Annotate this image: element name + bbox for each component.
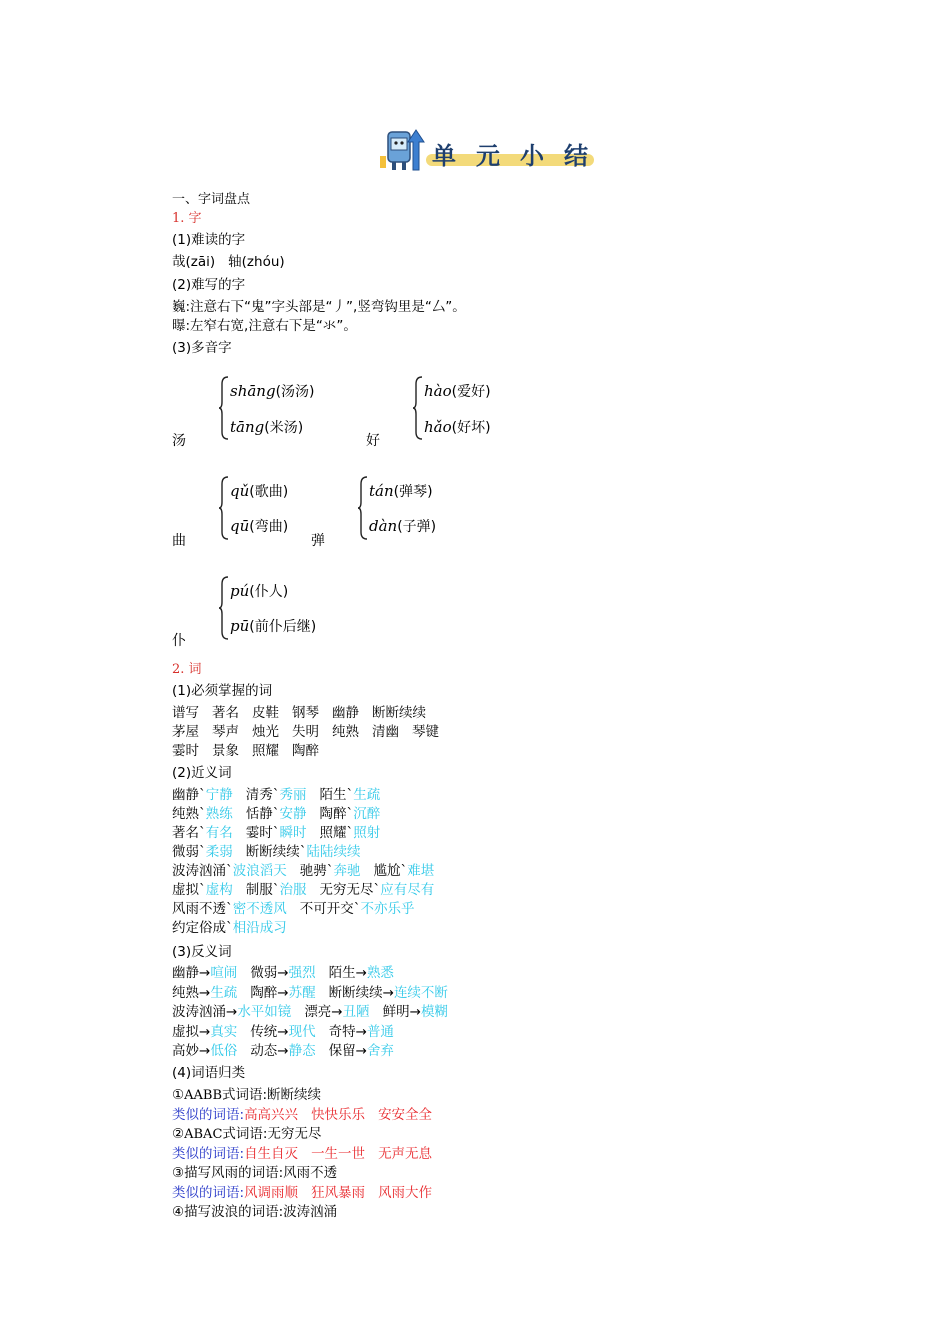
hard-read-heading: (1)难读的字 bbox=[172, 232, 246, 248]
robot-arrow-icon bbox=[378, 126, 428, 174]
word-base: 霎时` bbox=[245, 825, 280, 841]
word-heading: 2. 词 bbox=[172, 662, 202, 677]
must-word: 谱写 bbox=[172, 705, 199, 721]
polyphone-reading: pú(仆人) bbox=[230, 582, 289, 600]
category-text: 式词语:无穷无尽 bbox=[222, 1126, 322, 1142]
synonym-row bbox=[172, 786, 380, 805]
must-word-row bbox=[172, 704, 426, 723]
category-label bbox=[172, 1125, 321, 1144]
hard-read-item: 轴(zhóu) bbox=[228, 254, 285, 270]
word-answer: 难堪 bbox=[407, 863, 435, 879]
category-label bbox=[172, 1086, 321, 1105]
must-word: 皮鞋 bbox=[252, 705, 279, 721]
brace-icon bbox=[219, 576, 229, 640]
word-base: 尴尬` bbox=[373, 863, 408, 879]
word-answer: 苏醒 bbox=[288, 984, 316, 1001]
word-answer: 现代 bbox=[288, 1023, 316, 1040]
unit-summary-title bbox=[426, 134, 596, 168]
word-answer: 陆陆续续 bbox=[306, 844, 361, 860]
word-base: 陌生` bbox=[319, 787, 354, 803]
polyphone-reading: qǔ(歌曲) bbox=[230, 482, 289, 500]
antonym-row bbox=[172, 1023, 394, 1042]
must-word: 著名 bbox=[212, 705, 239, 721]
polyphone-reading: tāng(米汤) bbox=[230, 418, 304, 436]
word-base: 虚拟` bbox=[172, 882, 206, 898]
must-word: 清幽 bbox=[372, 724, 399, 740]
similar-word: 风调雨顺 bbox=[244, 1184, 299, 1201]
word-answer: 应有尽有 bbox=[380, 882, 435, 898]
polyphone-char: 弹 bbox=[311, 533, 325, 549]
title-char: 小 bbox=[520, 141, 544, 170]
word-answer: 生疏 bbox=[210, 984, 238, 1001]
word-base: 幽静` bbox=[172, 787, 206, 803]
polyphone-char: 汤 bbox=[172, 433, 186, 449]
similar-words-row bbox=[172, 1184, 432, 1203]
word-base: 奇特→ bbox=[328, 1023, 367, 1040]
title-char: 结 bbox=[564, 141, 588, 170]
word-base: 断断续续→ bbox=[328, 984, 394, 1001]
word-base: 动态→ bbox=[250, 1043, 289, 1059]
word-answer: 模糊 bbox=[420, 1004, 448, 1020]
word-base: 驰骋` bbox=[299, 863, 334, 879]
hard-write-heading: (2)难写的字 bbox=[172, 277, 246, 293]
title-char: 元 bbox=[476, 141, 500, 170]
polyphone-reading: dàn(子弹) bbox=[369, 517, 437, 535]
similar-word: 一生一世 bbox=[311, 1145, 366, 1162]
word-answer: 治服 bbox=[279, 882, 307, 898]
word-answer: 真实 bbox=[210, 1023, 238, 1040]
word-answer: 熟悉 bbox=[366, 965, 394, 981]
hard-write-item: 曝:左窄右宽,注意右下是“氺”。 bbox=[172, 318, 357, 334]
word-base: 著名` bbox=[172, 825, 206, 841]
polyphone-char: 曲 bbox=[172, 533, 186, 549]
synonym-row bbox=[172, 862, 434, 881]
word-answer: 相沿成习 bbox=[232, 920, 287, 936]
must-word: 钢琴 bbox=[292, 705, 319, 721]
hard-read-items bbox=[172, 253, 285, 272]
antonym-row bbox=[172, 1003, 448, 1022]
word-base: 波涛汹涌→ bbox=[172, 1004, 238, 1020]
antonym-row bbox=[172, 984, 448, 1003]
word-base: 波涛汹涌` bbox=[172, 863, 233, 879]
antonym-row bbox=[172, 964, 394, 983]
antonym-heading: (3)反义词 bbox=[172, 944, 232, 960]
word-answer: 虚构 bbox=[205, 882, 233, 898]
word-answer: 奔驰 bbox=[333, 863, 361, 879]
word-base: 虚拟→ bbox=[172, 1023, 211, 1040]
similar-word: 自生自灭 bbox=[244, 1145, 299, 1162]
similar-label: 类似的词语: bbox=[172, 1184, 245, 1201]
word-answer: 安静 bbox=[279, 806, 307, 822]
word-answer: 密不透风 bbox=[232, 901, 287, 917]
category-number: ② bbox=[172, 1126, 185, 1142]
word-answer: 低俗 bbox=[210, 1043, 238, 1059]
category-text: 描写波浪的词语:波涛汹涌 bbox=[184, 1204, 338, 1220]
word-answer: 照射 bbox=[353, 825, 381, 841]
similar-words-row bbox=[172, 1145, 432, 1164]
word-answer: 瞬时 bbox=[279, 825, 307, 841]
must-word: 失明 bbox=[292, 724, 319, 740]
category-pattern: AABB bbox=[184, 1088, 222, 1103]
must-word: 幽静 bbox=[332, 705, 359, 721]
polyphone-char: 仆 bbox=[172, 633, 186, 649]
antonym-row bbox=[172, 1042, 394, 1061]
word-base: 清秀` bbox=[245, 787, 280, 803]
word-base: 传统→ bbox=[250, 1023, 289, 1040]
must-word: 茅屋 bbox=[172, 724, 199, 740]
word-answer: 舍弃 bbox=[366, 1043, 394, 1059]
word-base: 制服` bbox=[245, 882, 280, 898]
category-text: 描写风雨的词语:风雨不透 bbox=[184, 1165, 338, 1181]
category-pattern: ABAC bbox=[184, 1127, 223, 1142]
similar-word: 无声无息 bbox=[378, 1145, 433, 1162]
synonym-row bbox=[172, 881, 434, 900]
brace-icon bbox=[219, 476, 229, 540]
polyphone-reading: hào(爱好) bbox=[424, 382, 491, 400]
polyphone-heading: (3)多音字 bbox=[172, 340, 232, 356]
word-answer: 沉醉 bbox=[353, 806, 381, 822]
must-word: 霎时 bbox=[172, 743, 199, 759]
must-word-row bbox=[172, 723, 439, 742]
word-base: 约定俗成` bbox=[172, 920, 233, 936]
must-heading: (1)必须掌握的词 bbox=[172, 683, 273, 699]
hard-read-item: 哉(zāi) bbox=[172, 254, 216, 270]
word-base: 断断续续` bbox=[245, 844, 307, 860]
word-base: 恬静` bbox=[245, 806, 280, 822]
similar-word: 狂风暴雨 bbox=[311, 1184, 366, 1201]
word-base: 高妙→ bbox=[172, 1043, 211, 1059]
must-word: 景象 bbox=[212, 743, 239, 759]
category-heading: (4)词语归类 bbox=[172, 1065, 246, 1081]
brace-icon bbox=[219, 376, 229, 440]
synonym-row bbox=[172, 843, 361, 862]
must-word: 琴键 bbox=[412, 724, 439, 740]
category-text: 式词语:断断续续 bbox=[222, 1087, 322, 1103]
word-base: 保留→ bbox=[328, 1043, 367, 1059]
word-base: 无穷无尽` bbox=[319, 882, 381, 898]
word-answer: 宁静 bbox=[205, 787, 233, 803]
must-word: 烛光 bbox=[252, 724, 279, 740]
polyphone-reading: qū(弯曲) bbox=[230, 517, 289, 535]
synonym-row bbox=[172, 919, 287, 938]
must-word: 照耀 bbox=[252, 743, 279, 759]
word-answer: 喧闹 bbox=[210, 965, 238, 981]
must-word: 断断续续 bbox=[372, 705, 426, 721]
word-answer: 波浪滔天 bbox=[232, 863, 287, 879]
word-answer: 熟练 bbox=[205, 806, 233, 822]
word-base: 微弱` bbox=[172, 844, 206, 860]
synonym-row bbox=[172, 900, 415, 919]
must-word: 陶醉 bbox=[292, 743, 319, 759]
word-base: 不可开交` bbox=[299, 901, 361, 917]
must-word: 琴声 bbox=[212, 724, 239, 740]
word-answer: 普通 bbox=[366, 1023, 394, 1040]
category-number: ① bbox=[172, 1087, 185, 1103]
section-title: 一、字词盘点 bbox=[172, 192, 251, 207]
polyphone-reading: pū(前仆后继) bbox=[230, 617, 317, 635]
brace-icon bbox=[358, 476, 368, 540]
word-answer: 有名 bbox=[205, 825, 233, 841]
similar-words-row bbox=[172, 1106, 432, 1125]
synonym-row bbox=[172, 805, 380, 824]
char-heading: 1. 字 bbox=[172, 211, 202, 226]
similar-label: 类似的词语: bbox=[172, 1145, 245, 1162]
word-base: 微弱→ bbox=[250, 965, 289, 981]
category-label bbox=[172, 1203, 337, 1222]
word-base: 漂亮→ bbox=[304, 1004, 343, 1020]
word-answer: 柔弱 bbox=[205, 844, 233, 860]
word-answer: 不亦乐乎 bbox=[360, 901, 415, 917]
word-base: 纯熟` bbox=[172, 806, 206, 822]
synonym-row bbox=[172, 824, 380, 843]
word-base: 纯熟→ bbox=[172, 984, 211, 1001]
must-word-row bbox=[172, 742, 319, 761]
word-base: 陶醉→ bbox=[250, 984, 289, 1001]
word-answer: 水平如镜 bbox=[237, 1004, 292, 1020]
hard-write-item: 巍:注意右下“鬼”字头部是“丿”,竖弯钩里是“厶”。 bbox=[172, 299, 466, 315]
synonym-heading: (2)近义词 bbox=[172, 765, 232, 781]
word-answer: 连续不断 bbox=[393, 984, 448, 1001]
must-word: 纯熟 bbox=[332, 724, 359, 740]
word-base: 照耀` bbox=[319, 825, 354, 841]
category-label bbox=[172, 1164, 337, 1183]
word-base: 陶醉` bbox=[319, 806, 354, 822]
brace-icon bbox=[413, 376, 423, 440]
category-number: ④ bbox=[172, 1204, 185, 1220]
word-answer: 强烈 bbox=[288, 965, 316, 981]
word-base: 幽静→ bbox=[172, 965, 211, 981]
word-base: 风雨不透` bbox=[172, 901, 233, 917]
word-base: 鲜明→ bbox=[382, 1004, 421, 1020]
polyphone-reading: tán(弹琴) bbox=[369, 482, 433, 500]
word-answer: 静态 bbox=[288, 1043, 316, 1059]
title-char: 单 bbox=[432, 141, 456, 170]
polyphone-char: 好 bbox=[366, 433, 380, 449]
similar-word: 安安全全 bbox=[378, 1106, 433, 1123]
similar-word: 快快乐乐 bbox=[311, 1106, 366, 1123]
category-number: ③ bbox=[172, 1165, 185, 1181]
similar-label: 类似的词语: bbox=[172, 1106, 245, 1123]
polyphone-reading: hǎo(好坏) bbox=[424, 418, 491, 436]
word-answer: 生疏 bbox=[353, 787, 381, 803]
word-answer: 秀丽 bbox=[279, 787, 307, 803]
similar-word: 风雨大作 bbox=[378, 1184, 433, 1201]
word-answer: 丑陋 bbox=[342, 1004, 370, 1020]
polyphone-reading: shāng(汤汤) bbox=[230, 382, 315, 400]
word-base: 陌生→ bbox=[328, 965, 367, 981]
similar-word: 高高兴兴 bbox=[244, 1106, 299, 1123]
